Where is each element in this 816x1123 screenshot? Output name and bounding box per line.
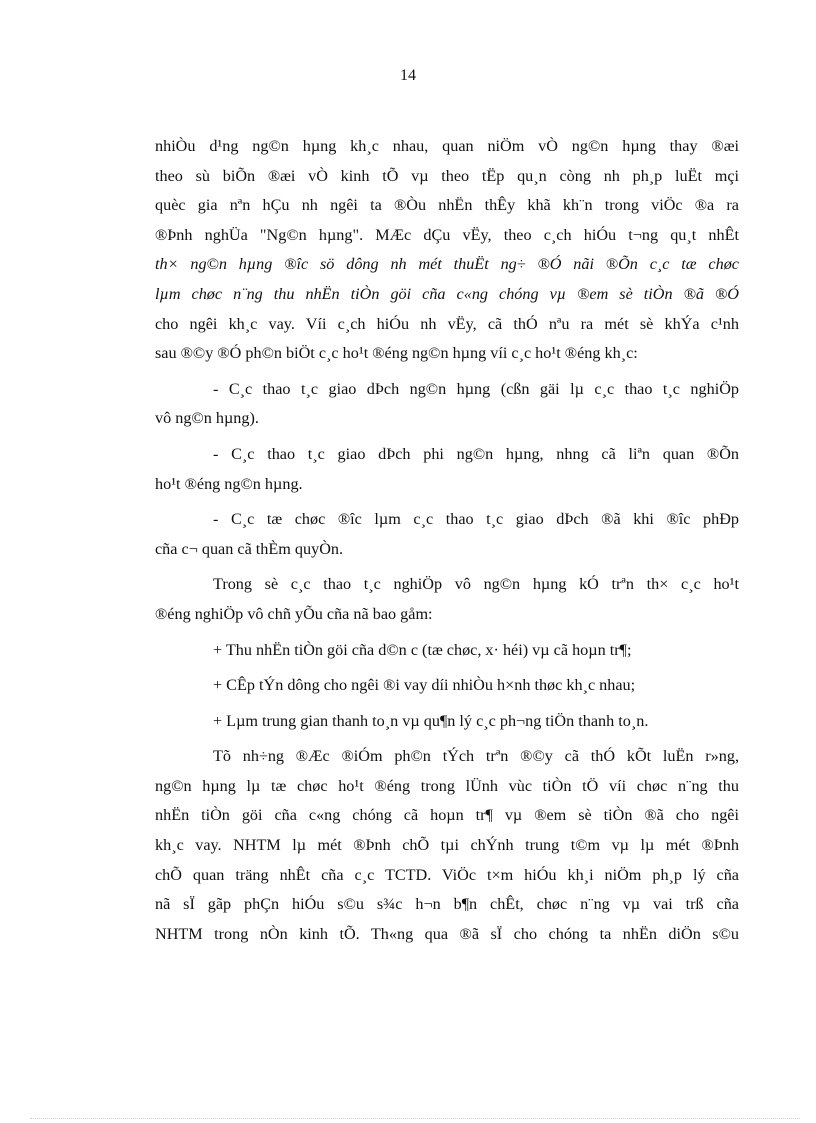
paragraph-line: Tõ nh÷ng ®Æc ®iÓm ph©n tÝch trªn ®©y cã thÓ kÕt luËn r»ng, [213,747,739,766]
body-text [155,132,739,949]
list-item-line: - C¸c thao t¸c giao dÞch ng©n hµng (cßn gäi lµ c¸c thao t¸c nghiÖp [213,379,739,398]
bullet-line: + Thu nhËn tiÒn göi cña d©n c (tæ chøc, x· héi) vµ cã hoµn tr¶; [213,640,632,659]
bullet-line: + CÊp tÝn dông cho ngêi ®i vay díi nhiÒu h×nh thøc kh¸c nhau; [213,676,636,695]
paragraph-line: ng©n hµng lµ tæ chøc ho¹t ®éng trong lÜnh vùc tiÒn tÖ víi chøc n¨ng thu [155,776,739,795]
paragraph-line: kh¸c vay. NHTM lµ mét ®Þnh chÕ tµi chÝnh trung t©m vµ lµ mét ®Þnh [155,836,739,855]
paragraph-line: nã sÏ gãp phÇn hiÓu s©u s¾c h¬n b¶n chÊt, chøc n¨ng vµ vai trß cña [155,895,739,914]
text-line: theo sù biÕn ®æi vÒ kinh tÕ vµ theo tËp qu¸n còng nh ph¸p luËt mçi [155,166,739,185]
paragraph-line: ®éng nghiÖp vô chñ yÕu cña nã bao gåm: [155,604,433,623]
paragraph-line: nhËn tiÒn göi cña c«ng chóng cã hoµn tr¶ vµ ®em sè tiÒn ®ã cho ngêi [155,806,739,825]
text-line: cho ngêi kh¸c vay. Víi c¸ch hiÓu nh vËy, cã thÓ nªu ra mét sè khÝa c¹nh [155,314,739,333]
bullet-line: + Lµm trung gian thanh to¸n vµ qu¶n lý c¸c ph¬ng tiÖn thanh to¸n. [213,711,649,730]
page-number: 14 [400,67,416,84]
text-line-italic: th× ng©n hµng ®îc sö dông nh mét thuËt ng÷ ®Ó nãi ®Õn c¸c tæ chøc [155,255,739,274]
list-item-line: vô ng©n hµng). [155,409,259,428]
list-item-line: cña c¬ quan cã thÈm quyÒn. [155,539,344,558]
text-line: quèc gia nªn hÇu nh ngêi ta ®Òu nhËn thÊy khã kh¨n trong viÖc ®a ra [155,196,739,215]
paragraph-line: chÕ quan träng nhÊt cña c¸c TCTD. ViÖc t×m hiÓu kh¸i niÖm ph¸p lý cña [155,865,739,884]
paragraph-line: Trong sè c¸c thao t¸c nghiÖp vô ng©n hµng kÓ trªn th× c¸c ho¹t [213,575,739,594]
text-line-italic: lµm chøc n¨ng thu nhËn tiÒn göi cña c«ng chóng vµ ®em sè tiÒn ®ã ®Ó [155,284,739,303]
page-bottom-rule [30,1118,800,1119]
text-line: nhiÒu d¹ng ng©n hµng kh¸c nhau, quan niÖm vÒ ng©n hµng thay ®æi [155,137,739,155]
text-line: sau ®©y ®Ó ph©n biÖt c¸c ho¹t ®éng ng©n hµng víi c¸c ho¹t ®éng kh¸c: [155,344,638,363]
list-item-line: - C¸c tæ chøc ®îc lµm c¸c thao t¸c giao dÞch ®ã khi ®îc phÐp [213,510,739,529]
list-item-line: - C¸c thao t¸c giao dÞch phi ng©n hµng, nhng cã liªn quan ®Õn [213,444,739,463]
text-line: ®Þnh nghÜa "Ng©n hµng". MÆc dÇu vËy, theo c¸ch hiÓu t¬ng qu¸t nhÊt [155,225,739,244]
list-item-line: ho¹t ®éng ng©n hµng. [155,474,303,493]
paragraph-line: NHTM trong nÒn kinh tÕ. Th«ng qua ®ã sÏ cho chóng ta nhËn diÖn s©u [155,924,739,943]
